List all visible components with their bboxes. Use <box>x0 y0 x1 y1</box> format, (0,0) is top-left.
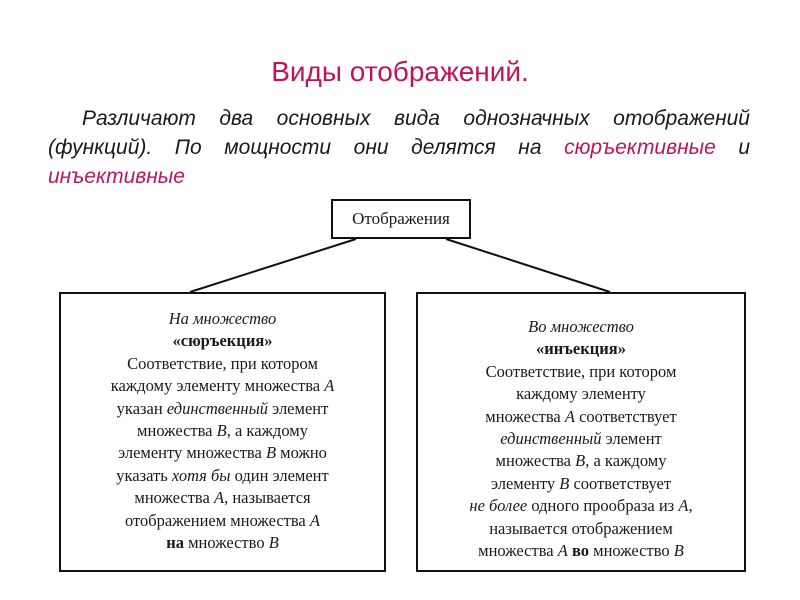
surjection-line-2-segment-0: Соответствие, при котором <box>127 353 318 373</box>
connector-left <box>190 239 356 292</box>
surjection-line-1 <box>61 330 384 352</box>
injection-line-10-segment-0: множества <box>478 541 558 561</box>
injection-line-4 <box>418 406 744 428</box>
surjection-line-10 <box>61 532 384 554</box>
injection-line-7 <box>418 473 744 495</box>
surjection-line-5-segment-2: , а каждому <box>226 421 308 441</box>
surjection-line-10-segment-2: B <box>268 533 279 553</box>
surjection-line-3-segment-1: A <box>324 376 335 396</box>
surjection-line-8 <box>61 487 384 509</box>
injection-line-8-segment-1: одного прообраза из <box>527 496 679 516</box>
injection-line-10-segment-1: A <box>557 541 568 561</box>
injection-line-10 <box>418 540 744 562</box>
surjection-line-4 <box>61 398 384 420</box>
surjection-line-6-segment-2: можно <box>276 443 327 463</box>
surjection-box <box>59 292 386 572</box>
surjection-line-10-segment-1: множество <box>183 533 269 553</box>
surjection-line-9-segment-0: отображением множества <box>125 510 310 530</box>
surjection-line-4-segment-1: единственный <box>166 398 269 418</box>
injection-line-4-segment-1: A <box>564 406 575 426</box>
injection-line-3 <box>418 383 744 405</box>
injection-line-0-segment-0: Во множество <box>528 317 634 336</box>
surjection-line-9-segment-1: A <box>309 510 320 530</box>
surjection-line-6 <box>61 442 384 464</box>
root-node-box <box>331 199 471 239</box>
intro-injective-term: инъективные <box>48 165 185 188</box>
intro-text: Различают два основных вида однозначных отображений (функций). По мощности они делятся на <box>48 107 750 159</box>
surjection-line-6-segment-0: элементу множества <box>118 443 266 463</box>
injection-line-9-segment-0: называется отображением <box>489 518 673 538</box>
injection-line-7-segment-1: B <box>559 473 570 493</box>
injection-line-8-segment-2: A <box>678 496 689 516</box>
surjection-line-7-segment-2: один элемент <box>230 465 329 485</box>
injection-line-7-segment-0: элементу <box>490 473 560 493</box>
injection-line-3-segment-0: каждому элементу <box>516 384 646 404</box>
surjection-line-0 <box>61 308 384 330</box>
injection-line-6-segment-0: множества <box>495 451 576 471</box>
surjection-line-4-segment-2: элемент <box>268 398 329 418</box>
injection-line-6 <box>418 450 744 472</box>
injection-line-6-segment-2: , а каждому <box>585 451 667 471</box>
injection-line-9 <box>418 518 744 540</box>
injection-line-0 <box>418 316 744 338</box>
slide-title: Виды отображений. <box>271 56 529 87</box>
surjection-line-8-segment-2: , называется <box>224 488 311 508</box>
injection-line-8-segment-0: не более <box>469 496 528 516</box>
surjection-line-7-segment-0: указать <box>116 465 172 485</box>
injection-line-8-segment-3: , <box>688 496 693 516</box>
injection-line-1-segment-0: «инъекция» <box>536 339 626 359</box>
surjection-line-3 <box>61 375 384 397</box>
injection-line-7-segment-2: соответствует <box>569 473 672 493</box>
surjection-line-4-segment-0: указан <box>116 398 167 418</box>
injection-line-2-segment-0: Соответствие, при котором <box>485 361 677 381</box>
surjection-line-5 <box>61 420 384 442</box>
surjection-line-3-segment-0: каждому элементу множества <box>110 376 325 396</box>
injection-box <box>416 292 746 572</box>
injection-line-8 <box>418 495 744 517</box>
injection-line-4-segment-0: множества <box>485 406 565 426</box>
surjection-line-7 <box>61 465 384 487</box>
injection-line-5 <box>418 428 744 450</box>
surjection-line-5-segment-1: B <box>216 421 227 441</box>
injection-line-6-segment-1: B <box>575 451 586 471</box>
surjection-line-1-segment-0: «сюръекция» <box>172 331 273 351</box>
injection-line-5-segment-1: элемент <box>601 429 662 449</box>
injection-line-2 <box>418 361 744 383</box>
surjection-line-8-segment-1: A <box>213 488 225 508</box>
surjection-line-10-segment-0: на <box>166 533 184 553</box>
surjection-line-7-segment-1: хотя бы <box>171 465 231 485</box>
intro-conjunction: и <box>715 136 750 159</box>
surjection-line-2 <box>61 353 384 375</box>
surjection-line-8-segment-0: множества <box>134 488 214 508</box>
intro-surjective-term: сюръективные <box>564 136 716 159</box>
surjection-line-5-segment-0: множества <box>137 421 217 441</box>
injection-line-10-segment-4: множество <box>589 541 674 561</box>
connector-right <box>446 239 610 292</box>
surjection-line-9 <box>61 510 384 532</box>
injection-line-1 <box>418 338 744 360</box>
injection-line-10-segment-3: во <box>571 541 590 561</box>
injection-line-10-segment-5: B <box>673 541 684 561</box>
root-node-label: Отображения <box>352 209 450 228</box>
injection-line-4-segment-2: соответствует <box>574 406 677 426</box>
surjection-line-6-segment-1: B <box>265 443 277 463</box>
surjection-line-0-segment-0: На множество <box>168 309 277 328</box>
injection-line-5-segment-0: единственный <box>500 429 602 449</box>
